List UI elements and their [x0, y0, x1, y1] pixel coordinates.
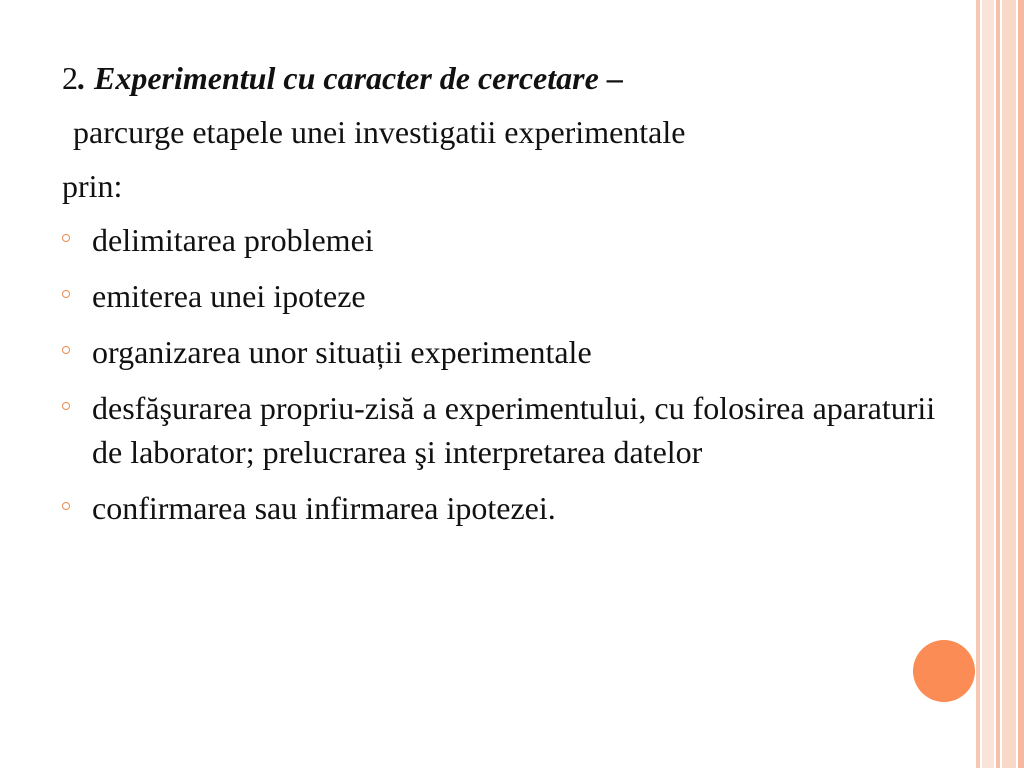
list-item-text: emiterea unei ipoteze: [92, 278, 366, 314]
title-number: 2: [62, 60, 78, 96]
circle-bullet-icon: [62, 290, 70, 298]
circle-bullet-icon: [62, 234, 70, 242]
bullet-list: [62, 218, 962, 530]
list-item: [62, 486, 962, 530]
accent-circle-icon: [913, 640, 975, 702]
list-item-text: delimitarea problemei: [92, 222, 374, 258]
intro-text: parcurge etapele unei investigatii experimentale: [73, 114, 686, 150]
list-item: [62, 386, 962, 474]
title-text: . Experimentul cu caracter de cercetare: [78, 60, 599, 96]
title-dash: –: [598, 60, 623, 96]
circle-bullet-icon: [62, 402, 70, 410]
list-item: [62, 218, 962, 262]
stripe: [1018, 0, 1024, 768]
stripe: [1002, 0, 1016, 768]
decorative-stripes: [976, 0, 1024, 768]
stripe: [996, 0, 1000, 768]
circle-bullet-icon: [62, 346, 70, 354]
stripe: [982, 0, 994, 768]
circle-bullet-icon: [62, 502, 70, 510]
list-item-text: desfăşurarea propriu-zisă a experimentului, cu folosirea aparaturii de laborator; prelucrarea şi interpretarea datelor: [92, 390, 936, 470]
lead-text: prin:: [62, 168, 123, 204]
list-item-text: confirmarea sau infirmarea ipotezei.: [92, 490, 556, 526]
slide-content: [62, 56, 962, 542]
stripe: [976, 0, 980, 768]
slide-title: [62, 56, 962, 100]
list-item-text: organizarea unor situații experimentale: [92, 334, 592, 370]
list-item: [62, 330, 962, 374]
list-item: [62, 274, 962, 318]
